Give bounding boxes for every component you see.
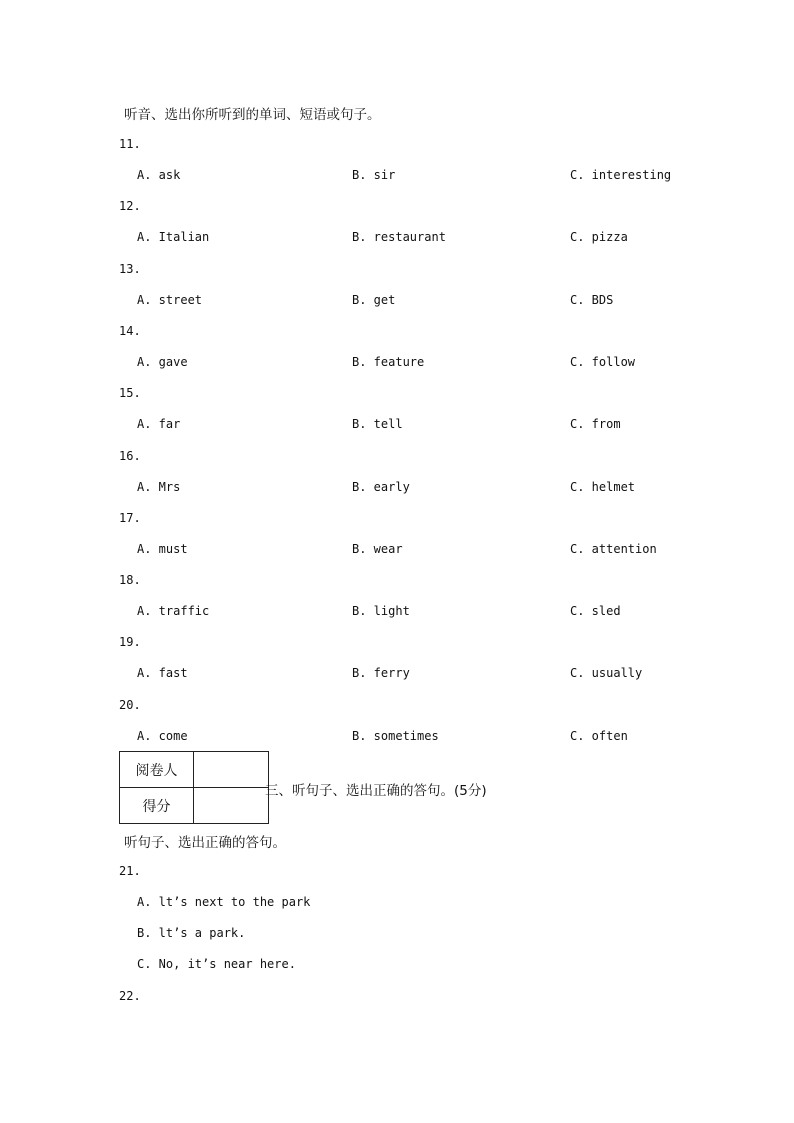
question-21-option-b: B. lt’s a park. — [137, 926, 246, 940]
section2-instruction: 听音、选出你所听到的单词、短语或句子。 — [124, 107, 381, 123]
option-c: C. interesting — [570, 168, 672, 182]
option-a: A. ask — [137, 168, 181, 182]
option-c: C. often — [570, 728, 628, 743]
option-a: A. come — [137, 728, 188, 743]
option-b: B. light — [352, 604, 410, 619]
question-number: 18. — [119, 573, 141, 588]
score-cell — [194, 788, 269, 824]
question-number: 19. — [119, 635, 141, 650]
option-a: A. Italian — [137, 230, 210, 245]
option-b: B. sometimes — [352, 728, 439, 743]
question-number: 12. — [119, 199, 141, 214]
option-b: B. get — [352, 292, 396, 307]
option-a: A. gave — [137, 354, 188, 369]
option-b: B. early — [352, 479, 410, 494]
option-b: B. ferry — [352, 666, 410, 681]
option-a: A. far — [137, 417, 181, 432]
option-b: B. restaurant — [352, 230, 446, 245]
reviewer-label: 阅卷人 — [120, 752, 194, 788]
section3-heading: 三、听句子、选出正确的答句。(5分) — [265, 783, 487, 799]
section3-instruction: 听句子、选出正确的答句。 — [124, 835, 286, 851]
option-a: A. street — [137, 292, 203, 307]
question-21-option-c: C. No, it’s near here. — [137, 957, 296, 971]
question-number: 11. — [119, 137, 141, 151]
option-c: C. sled — [570, 604, 621, 619]
option-c: C. BDS — [570, 292, 614, 307]
question-number: 15. — [119, 386, 141, 401]
question-number: 16. — [119, 448, 141, 463]
option-a: A. fast — [137, 666, 188, 681]
option-c: C. follow — [570, 354, 636, 369]
reviewer-cell — [194, 752, 269, 788]
option-b: B. sir — [352, 168, 396, 182]
question-number: 20. — [119, 697, 141, 712]
option-b: B. tell — [352, 417, 403, 432]
option-b: B. wear — [352, 541, 403, 556]
score-label: 得分 — [120, 788, 194, 824]
option-c: C. helmet — [570, 479, 636, 494]
question-21-number: 21. — [119, 864, 141, 878]
option-c: C. pizza — [570, 230, 628, 245]
question-number: 13. — [119, 261, 141, 276]
option-a: A. Mrs — [137, 479, 181, 494]
option-c: C. attention — [570, 541, 657, 556]
option-a: A. must — [137, 541, 188, 556]
question-22-number: 22. — [119, 989, 141, 1003]
option-c: C. usually — [570, 666, 643, 681]
score-table — [119, 751, 269, 824]
question-21-option-a: A. lt’s next to the park — [137, 895, 311, 909]
option-a: A. traffic — [137, 604, 210, 619]
option-b: B. feature — [352, 354, 425, 369]
question-number: 17. — [119, 510, 141, 525]
question-number: 14. — [119, 323, 141, 338]
option-c: C. from — [570, 417, 621, 432]
